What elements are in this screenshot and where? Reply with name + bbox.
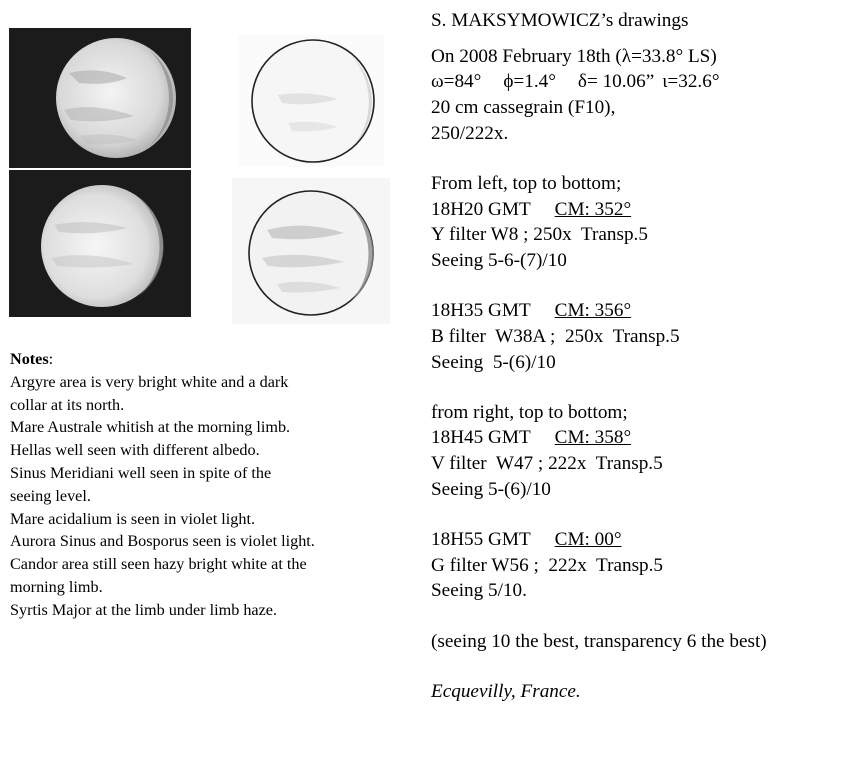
central-meridian: CM: 00° [554,529,622,550]
filter-line: G filter W56 ; 222x Transp.5 [431,554,664,576]
page-title: S. MAKSYMOWICZ’s drawings [431,10,689,31]
observation-time: 18H45 GMT [431,427,531,449]
order-right-heading: from right, top to bottom; [431,401,628,423]
delta-value: δ= 10.06” [577,71,655,93]
notes-heading-line [10,348,410,371]
note-line: morning limb. [10,577,103,596]
mars-drawing-b-filter [9,170,191,317]
notes-heading-colon: : [48,350,54,368]
date-line: On 2008 February 18th (λ=33.8° LS) [431,45,717,67]
observation-time-line [431,298,851,324]
note-line: Mare Australe whitish at the morning limb. [10,418,291,437]
seeing-line: Seeing 5-(6)/10 [431,478,551,500]
central-meridian: CM: 356° [554,300,632,322]
parameters-line [431,69,851,95]
note-line: seeing level. [10,486,91,505]
observation-time-line [431,527,851,553]
instrument-line: 20 cm cassegrain (F10), [431,97,616,119]
note-line: Sinus Meridiani well seen in spite of the [10,463,272,482]
order-left-heading: From left, top to bottom; [431,172,622,194]
note-line: Hellas well seen with different albedo. [10,441,260,460]
note-line: collar at its north. [10,395,125,414]
scale-note: (seeing 10 the best, transparency 6 the best) [431,630,767,652]
notes-section [10,348,410,622]
omega-value: ω=84° [431,71,482,93]
phi-value: ϕ=1.4° [503,71,556,93]
observation-time: 18H35 GMT [431,300,531,322]
note-line: Aurora Sinus and Bosporus seen is violet light. [10,532,315,551]
observation-time: 18H55 GMT [431,529,531,550]
note-line: Syrtis Major at the limb under limb haze. [10,600,278,619]
mars-drawing-v-filter [238,35,384,167]
location: Ecquevilly, France. [431,680,581,702]
seeing-line: Seeing 5-6-(7)/10 [431,250,567,271]
filter-line: Y filter W8 ; 250x Transp.5 [431,224,648,246]
note-line: Mare acidalium is seen in violet light. [10,509,256,528]
filter-line: B filter W38A ; 250x Transp.5 [431,325,680,347]
observation-time: 18H20 GMT [431,198,531,220]
central-meridian: CM: 352° [554,198,632,220]
observation-time-line [431,425,851,451]
notes-heading: Notes [10,350,49,368]
observation-time-line [431,197,851,223]
central-meridian: CM: 358° [554,427,632,449]
mars-drawing-g-filter [232,178,390,324]
mars-drawing-y-filter [9,28,191,168]
magnification-line: 250/222x. [431,122,509,144]
seeing-line: Seeing 5-(6)/10 [431,351,556,373]
observation-details [431,8,851,704]
filter-line: V filter W47 ; 222x Transp.5 [431,453,663,475]
note-line: Candor area still seen hazy bright white at the [10,555,307,574]
iota-value: ι=32.6° [662,71,720,93]
seeing-line: Seeing 5/10. [431,580,527,602]
note-line: Argyre area is very bright white and a dark [10,372,289,391]
